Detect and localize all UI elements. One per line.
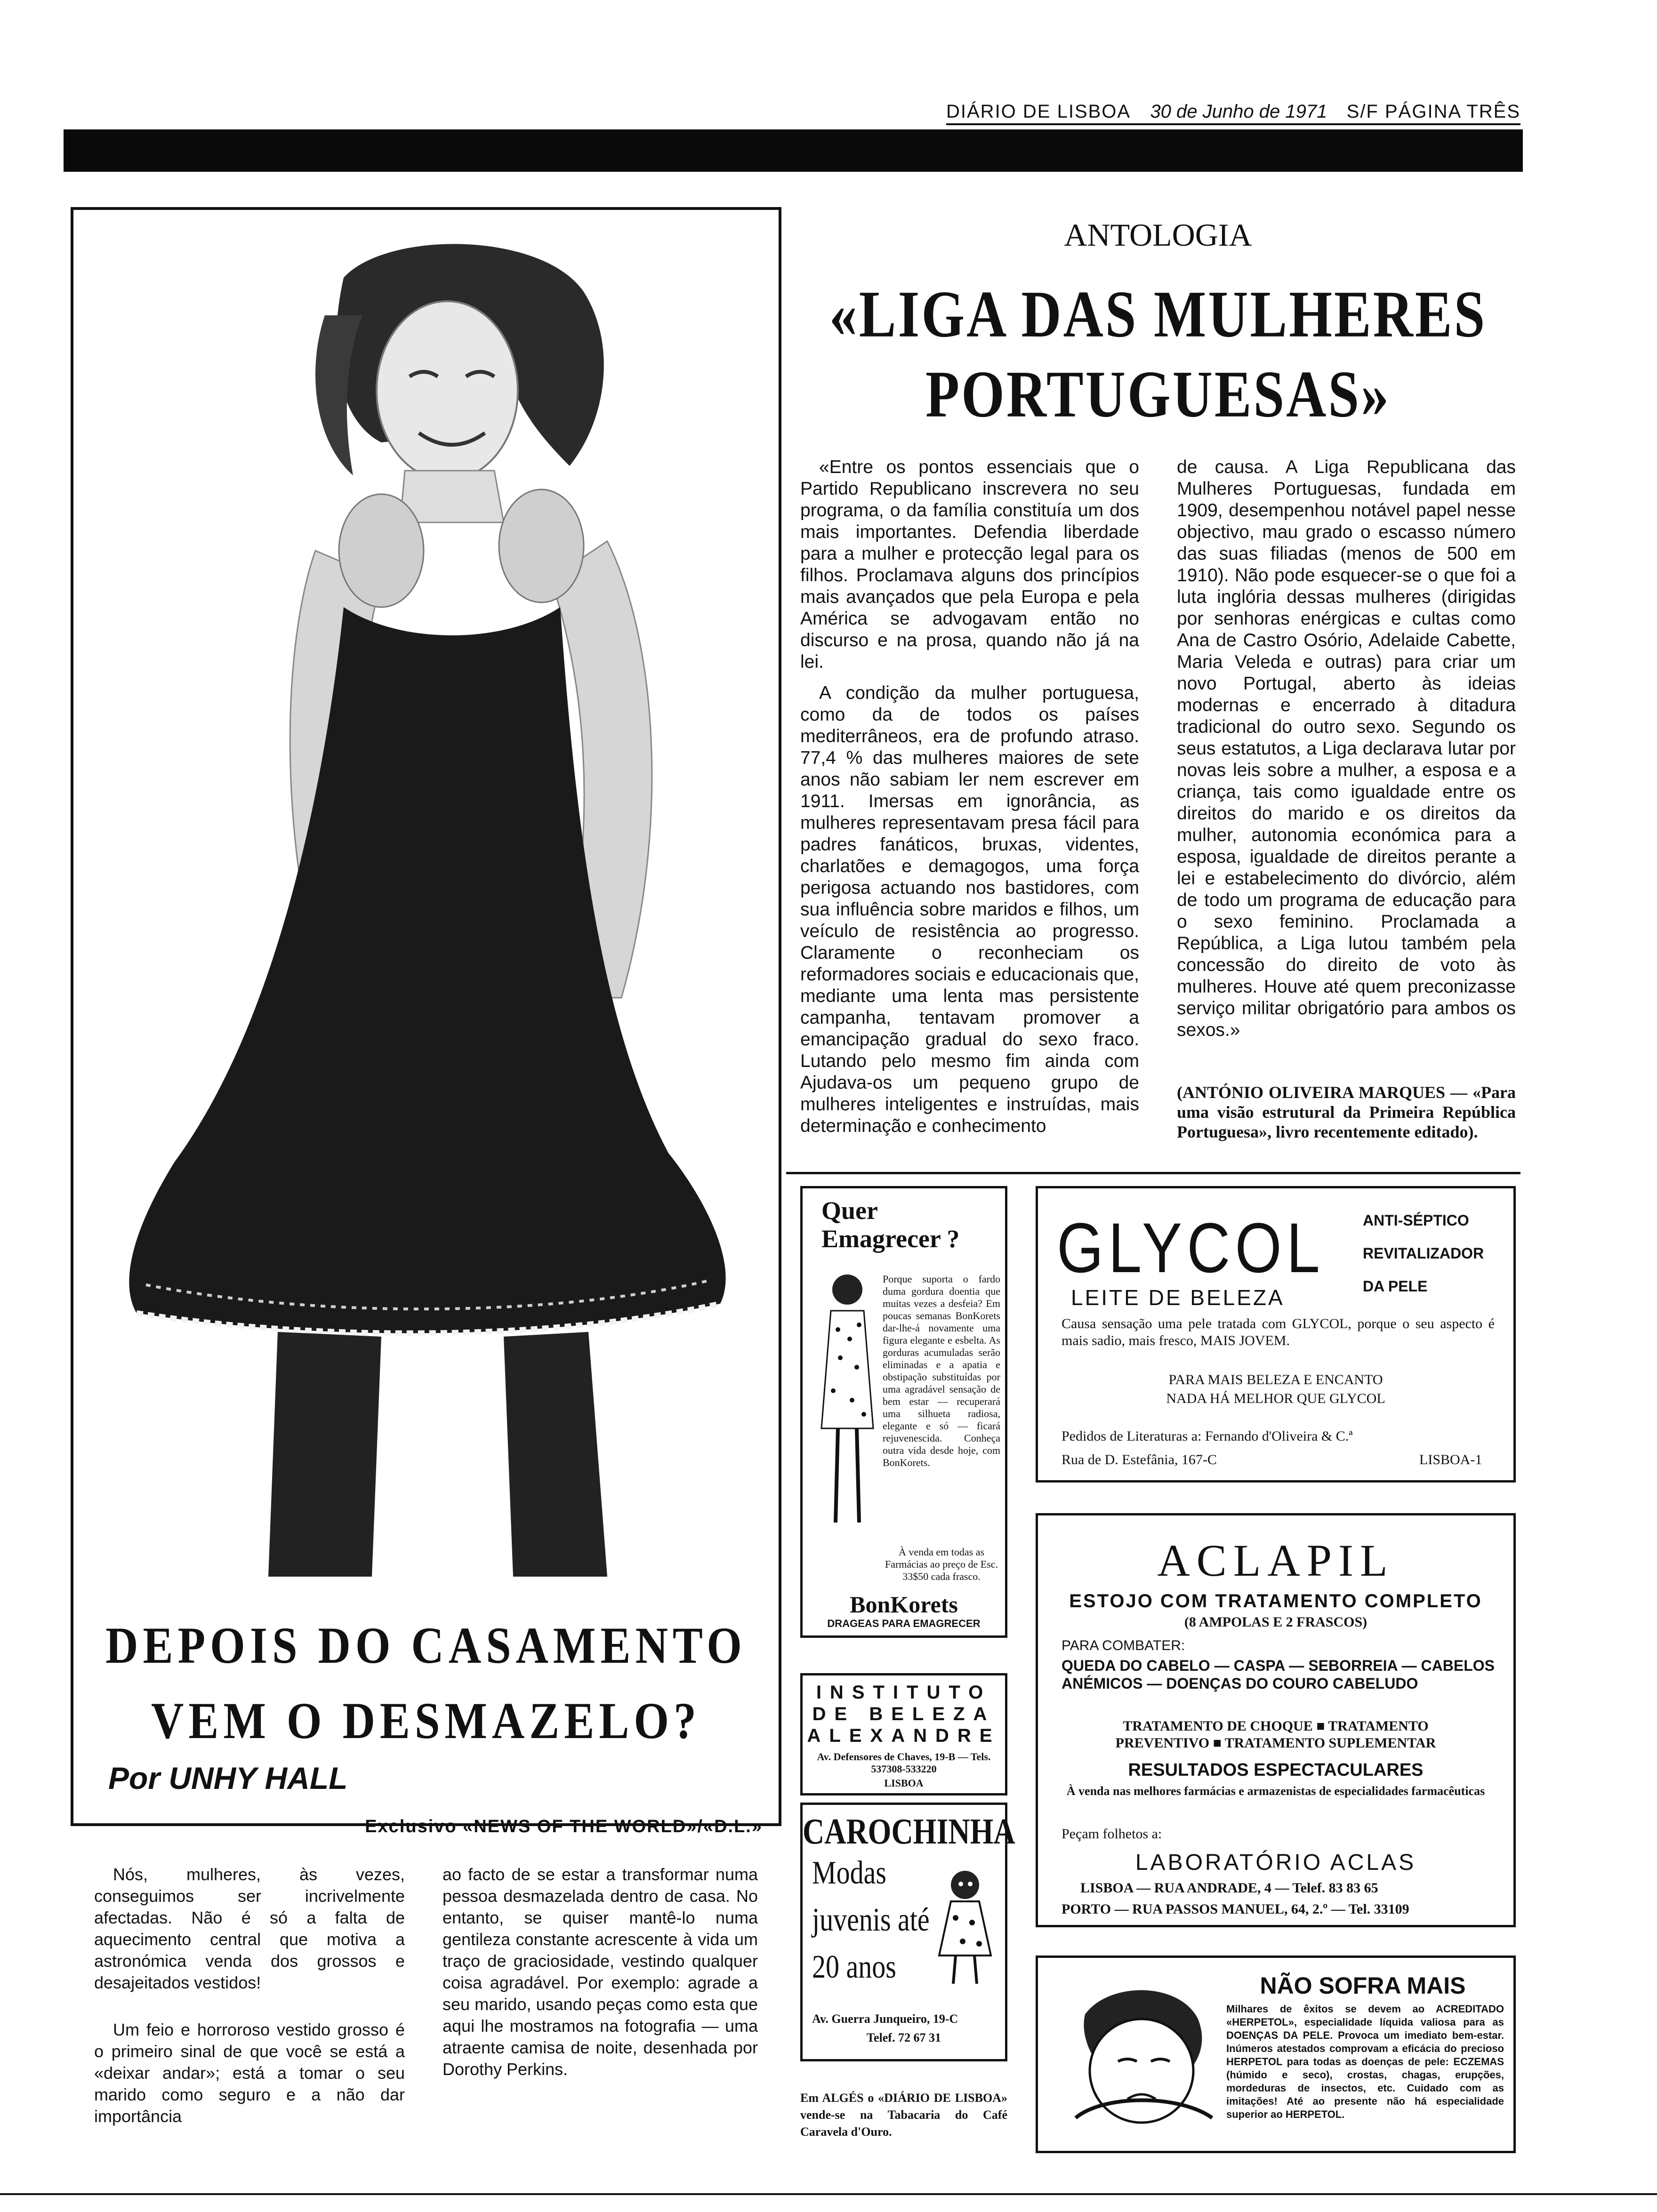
glycol-sub: LEITE DE BELEZA: [1071, 1285, 1285, 1310]
aclapil-porto: PORTO — RUA PASSOS MANUEL, 64, 2.º — Tel. 33109: [1062, 1901, 1409, 1917]
issue-date: 30 de Junho de 1971: [1150, 101, 1327, 122]
feature-headline-1: DEPOIS DO CASAMENTO: [105, 1616, 747, 1675]
carochinha-address: Av. Guerra Junqueiro, 19-C: [812, 2012, 958, 2026]
aclapil-lab: LABORATÓRIO ACLAS: [1135, 1850, 1416, 1875]
aclapil-list: QUEDA DO CABELO — CASPA — SEBORREIA — CABELOS ANÉMICOS — DOENÇAS DO COURO CABELUDO: [1062, 1657, 1498, 1692]
bottom-rule: [0, 2193, 1657, 2195]
instituto-line-2: DE BELEZA: [812, 1704, 996, 1724]
bonkorets-head-2: Emagrecer ?: [821, 1225, 960, 1253]
antologia-title-2: PORTUGUESAS»: [925, 357, 1391, 431]
ad-glycol: [1036, 1186, 1516, 1483]
aclapil-treat: TRATAMENTO DE CHOQUE ■ TRATAMENTO PREVENTIVO ■ TRATAMENTO SUPLEMENTAR: [1115, 1718, 1436, 1751]
ad-aclapil: [1036, 1513, 1516, 1927]
feature-col1-p2: Um feio e horroroso vestido grosso é o primeiro sinal de que você se está a «deixar andar»; está a tomar o seu marido como seguro e a não dar importância: [94, 2020, 410, 2126]
antologia-col1-p1: «Entre os pontos essenciais que o Partido Republicano inscrevera no seu programa, o da família constituía um dos mais importantes. Defendia liberdade para a mulher e protecção legal para os filhos. Proclamava alguns dos princípios mais avançados que pela Europa e pela América se advogavam então no discurso e na prosa, quando não já na lei.: [800, 457, 1144, 672]
ad-alges: Em ALGÉS o «DIÁRIO DE LISBOA» vende-se na Tabacaria do Café Caravela d'Ouro.: [800, 2091, 1011, 2139]
herpetol-head: NÃO SOFRA MAIS: [1260, 1972, 1466, 1999]
carochinha-doll-icon: [934, 1866, 996, 1988]
masthead-line: [946, 94, 1520, 122]
carochinha-l3: 20 anos: [812, 1948, 896, 1985]
ads-divider: [786, 1172, 1520, 1174]
ad-instituto: [800, 1673, 1007, 1795]
feature-col1-p1: Nós, mulheres, às vezes, conseguimos ser incrivelmente afectadas. Não é só a falta de aquecimento central que motiva a astronómica venda dos grossos e desajeitados vestidos!: [94, 1865, 410, 1992]
bonkorets-note: À venda em todas as Farmácias ao preço de Esc. 33$50 cada frasco.: [885, 1546, 1001, 1582]
bonkorets-body: Porque suporta o fardo duma gordura doentia que muitas vezes a desfeia? Em poucas semanas BonKorets dar-lhe-á novamente uma figura elegante e esbelta. As gorduras acumuladas serão eliminadas e a apatia e obstipação substituídas por uma agradável sensação de bem estar — recuperará uma silhueta radiosa, elegante e só — ficará rejuvenescida. Conheça outra vida desde hoje, com BonKorets.: [883, 1273, 1003, 1468]
glycol-body: Causa sensação uma pele tratada com GLYCOL, porque o seu aspecto é mais sadio, mais fresco, MAIS JOVEM.: [1062, 1316, 1498, 1348]
page-label: S/F PÁGINA TRÊS: [1346, 101, 1520, 122]
aclapil-results: RESULTADOS ESPECTACULARES: [1128, 1760, 1424, 1780]
herpetol-face-illustration: [1057, 1977, 1226, 2137]
antologia-col1-p2: A condição da mulher portuguesa, como da de todos os países mediterrâneos, era de profundo atraso. 77,4 % das mulheres maiores de sete anos não sabiam ler nem escrever em 1911. Imersas em ignorância, as mulheres representavam presa fácil para padres fanáticos, bruxas, videntes, charlatões e demagogos, uma força perigosa actuando nos bastidores, com sua influência sobre maridos e filhos, um veículo de resistência ao progresso. Claramente o reconheciam os reformadores sociais e educacionais que, mediante uma lenta mas persistente campanha, tentavam promover a emancipação gradual do sexo fraco. Lutando pelo mesmo fim ainda com Ajudava-os um pequeno grupo de mulheres inteligentes e instruídas, mais determinação e conhecimento: [800, 683, 1144, 1136]
carochinha-phone: Telef. 72 67 31: [867, 2031, 941, 2044]
bonkorets-tagline: DRAGEAS PARA EMAGRECER: [827, 1618, 981, 1629]
feature-col2-p1: ao facto de se estar a transformar numa pessoa desmazelada dentro de casa. No entanto, se quiser mantê-lo numa gentileza constante acrescente à vida um traço de graciosidade, vestindo qualquer coisa agradável. Por exemplo: agrade a seu marido, usando peças como esta que aqui lhe mostramos na fotografia — uma atraente camisa de noite, desenhada por Dorothy Perkins.: [442, 1865, 763, 2079]
aclapil-sale: À venda nas melhores farmácias e armazenistas de especialidades farmacêuticas: [1066, 1784, 1485, 1798]
aclapil-brand: ACLAPIL: [1157, 1535, 1394, 1586]
feature-byline: Por UNHY HALL: [108, 1761, 348, 1795]
header-bar: [64, 129, 1523, 172]
ad-bonkorets: [800, 1186, 1007, 1638]
bonkorets-figure: [812, 1268, 883, 1532]
glycol-side-3: DA PELE: [1363, 1278, 1428, 1295]
ad-carochinha: [800, 1803, 1015, 2061]
bonkorets-brand: BonKorets: [850, 1591, 958, 1618]
instituto-address: Av. Defensores de Chaves, 19-B — Tels. 537308-533220: [817, 1751, 993, 1775]
feature-photo: [80, 221, 772, 1577]
aclapil-combat: PARA COMBATER:: [1062, 1638, 1185, 1653]
glycol-address: Rua de D. Estefânia, 167-C: [1062, 1452, 1217, 1467]
aclapil-kit-sub: (8 AMPOLAS E 2 FRASCOS): [1184, 1614, 1367, 1630]
paper-name: DIÁRIO DE LISBOA: [946, 101, 1131, 122]
carochinha-l2: juvenis até: [812, 1901, 930, 1938]
instituto-line-1: INSTITUTO: [816, 1682, 992, 1703]
feature-headline-2: VEM O DESMAZELO?: [151, 1691, 701, 1750]
ad-herpetol: [1036, 1956, 1516, 2153]
antologia-kicker: ANTOLOGIA: [1064, 217, 1252, 253]
glycol-city: LISBOA-1: [1419, 1452, 1482, 1467]
antologia-source: (ANTÓNIO OLIVEIRA MARQUES — «Para uma visão estrutural da Primeira República Portuguesa», livro recentemente editado).: [1177, 1083, 1520, 1141]
glycol-slogan-1: PARA MAIS BELEZA E ENCANTO: [1168, 1372, 1383, 1387]
feature-credit: Exclusivo «NEWS OF THE WORLD»/«D.L.»: [365, 1817, 763, 1836]
aclapil-lisboa: LISBOA — RUA ANDRADE, 4 — Telef. 83 83 65: [1080, 1880, 1378, 1896]
glycol-brand: GLYCOL: [1057, 1208, 1325, 1287]
glycol-orders: Pedidos de Literaturas a: Fernando d'Oliveira & C.ª: [1062, 1428, 1353, 1444]
glycol-side-2: REVITALIZADOR: [1363, 1245, 1484, 1262]
instituto-city: LISBOA: [884, 1777, 924, 1789]
antologia-title-1: «LIGA DAS MULHERES: [829, 277, 1487, 351]
instituto-line-3: ALEXANDRE: [807, 1725, 1001, 1746]
glycol-slogan-2: NADA HÁ MELHOR QUE GLYCOL: [1166, 1391, 1385, 1406]
aclapil-ask: Peçam folhetos a:: [1062, 1826, 1162, 1842]
glycol-side-1: ANTI-SÉPTICO: [1363, 1212, 1469, 1229]
aclapil-kit: ESTOJO COM TRATAMENTO COMPLETO: [1069, 1591, 1482, 1611]
header-rule-thin: [946, 123, 1520, 125]
herpetol-body: Milhares de êxitos se devem ao ACREDITADO «HERPETOL», especialidade líquida valiosa para as DOENÇAS DA PELE. Provoca um imediato bem-estar. Inúmeros atestados comprovam a eficácia do precioso HERPETOL para todas as doenças de pele: ECZEMAS (húmido e seco), crostas, chagas, erupções, mordeduras de insectos, etc. Cuidado com as imitações! Até ao presente não há especialidade superior ao HERPETOL.: [1226, 2003, 1507, 2120]
bonkorets-head-1: Quer: [821, 1196, 878, 1225]
carochinha-title: CAROCHINHA: [803, 1811, 1015, 1851]
antologia-col2-p1: de causa. A Liga Republicana das Mulheres Portuguesas, fundada em 1909, desempenhou notável papel nesse objectivo, mau grado o escasso número das suas filiadas (menos de 500 em 1910). Não pode esquecer-se o que foi a luta inglória dessas mulheres (dirigidas por senhoras enérgicas e cultas como Ana de Castro Osório, Adelaide Cabette, Maria Veleda e outras) para criar um novo Portugal, aberto às ideias modernas e encerrado à ditadura tradicional do outro sexo. Segundo os seus estatutos, a Liga declarava lutar por novas leis sobre a mulher, a esposa e a criança, tais como igualdade entre os direitos do marido e os direitos da mulher, autonomia económica para a esposa, igualdade de direitos perante a lei e estabelecimento do divórcio, além de todo um programa de educação para o sexo feminino. Proclamada a República, a Liga lutou também pela concessão do direito de voto às mulheres. Houve até quem preconizasse serviço militar obrigatório para ambos os sexos.»: [1177, 457, 1521, 1040]
carochinha-l1: Modas: [812, 1854, 886, 1891]
